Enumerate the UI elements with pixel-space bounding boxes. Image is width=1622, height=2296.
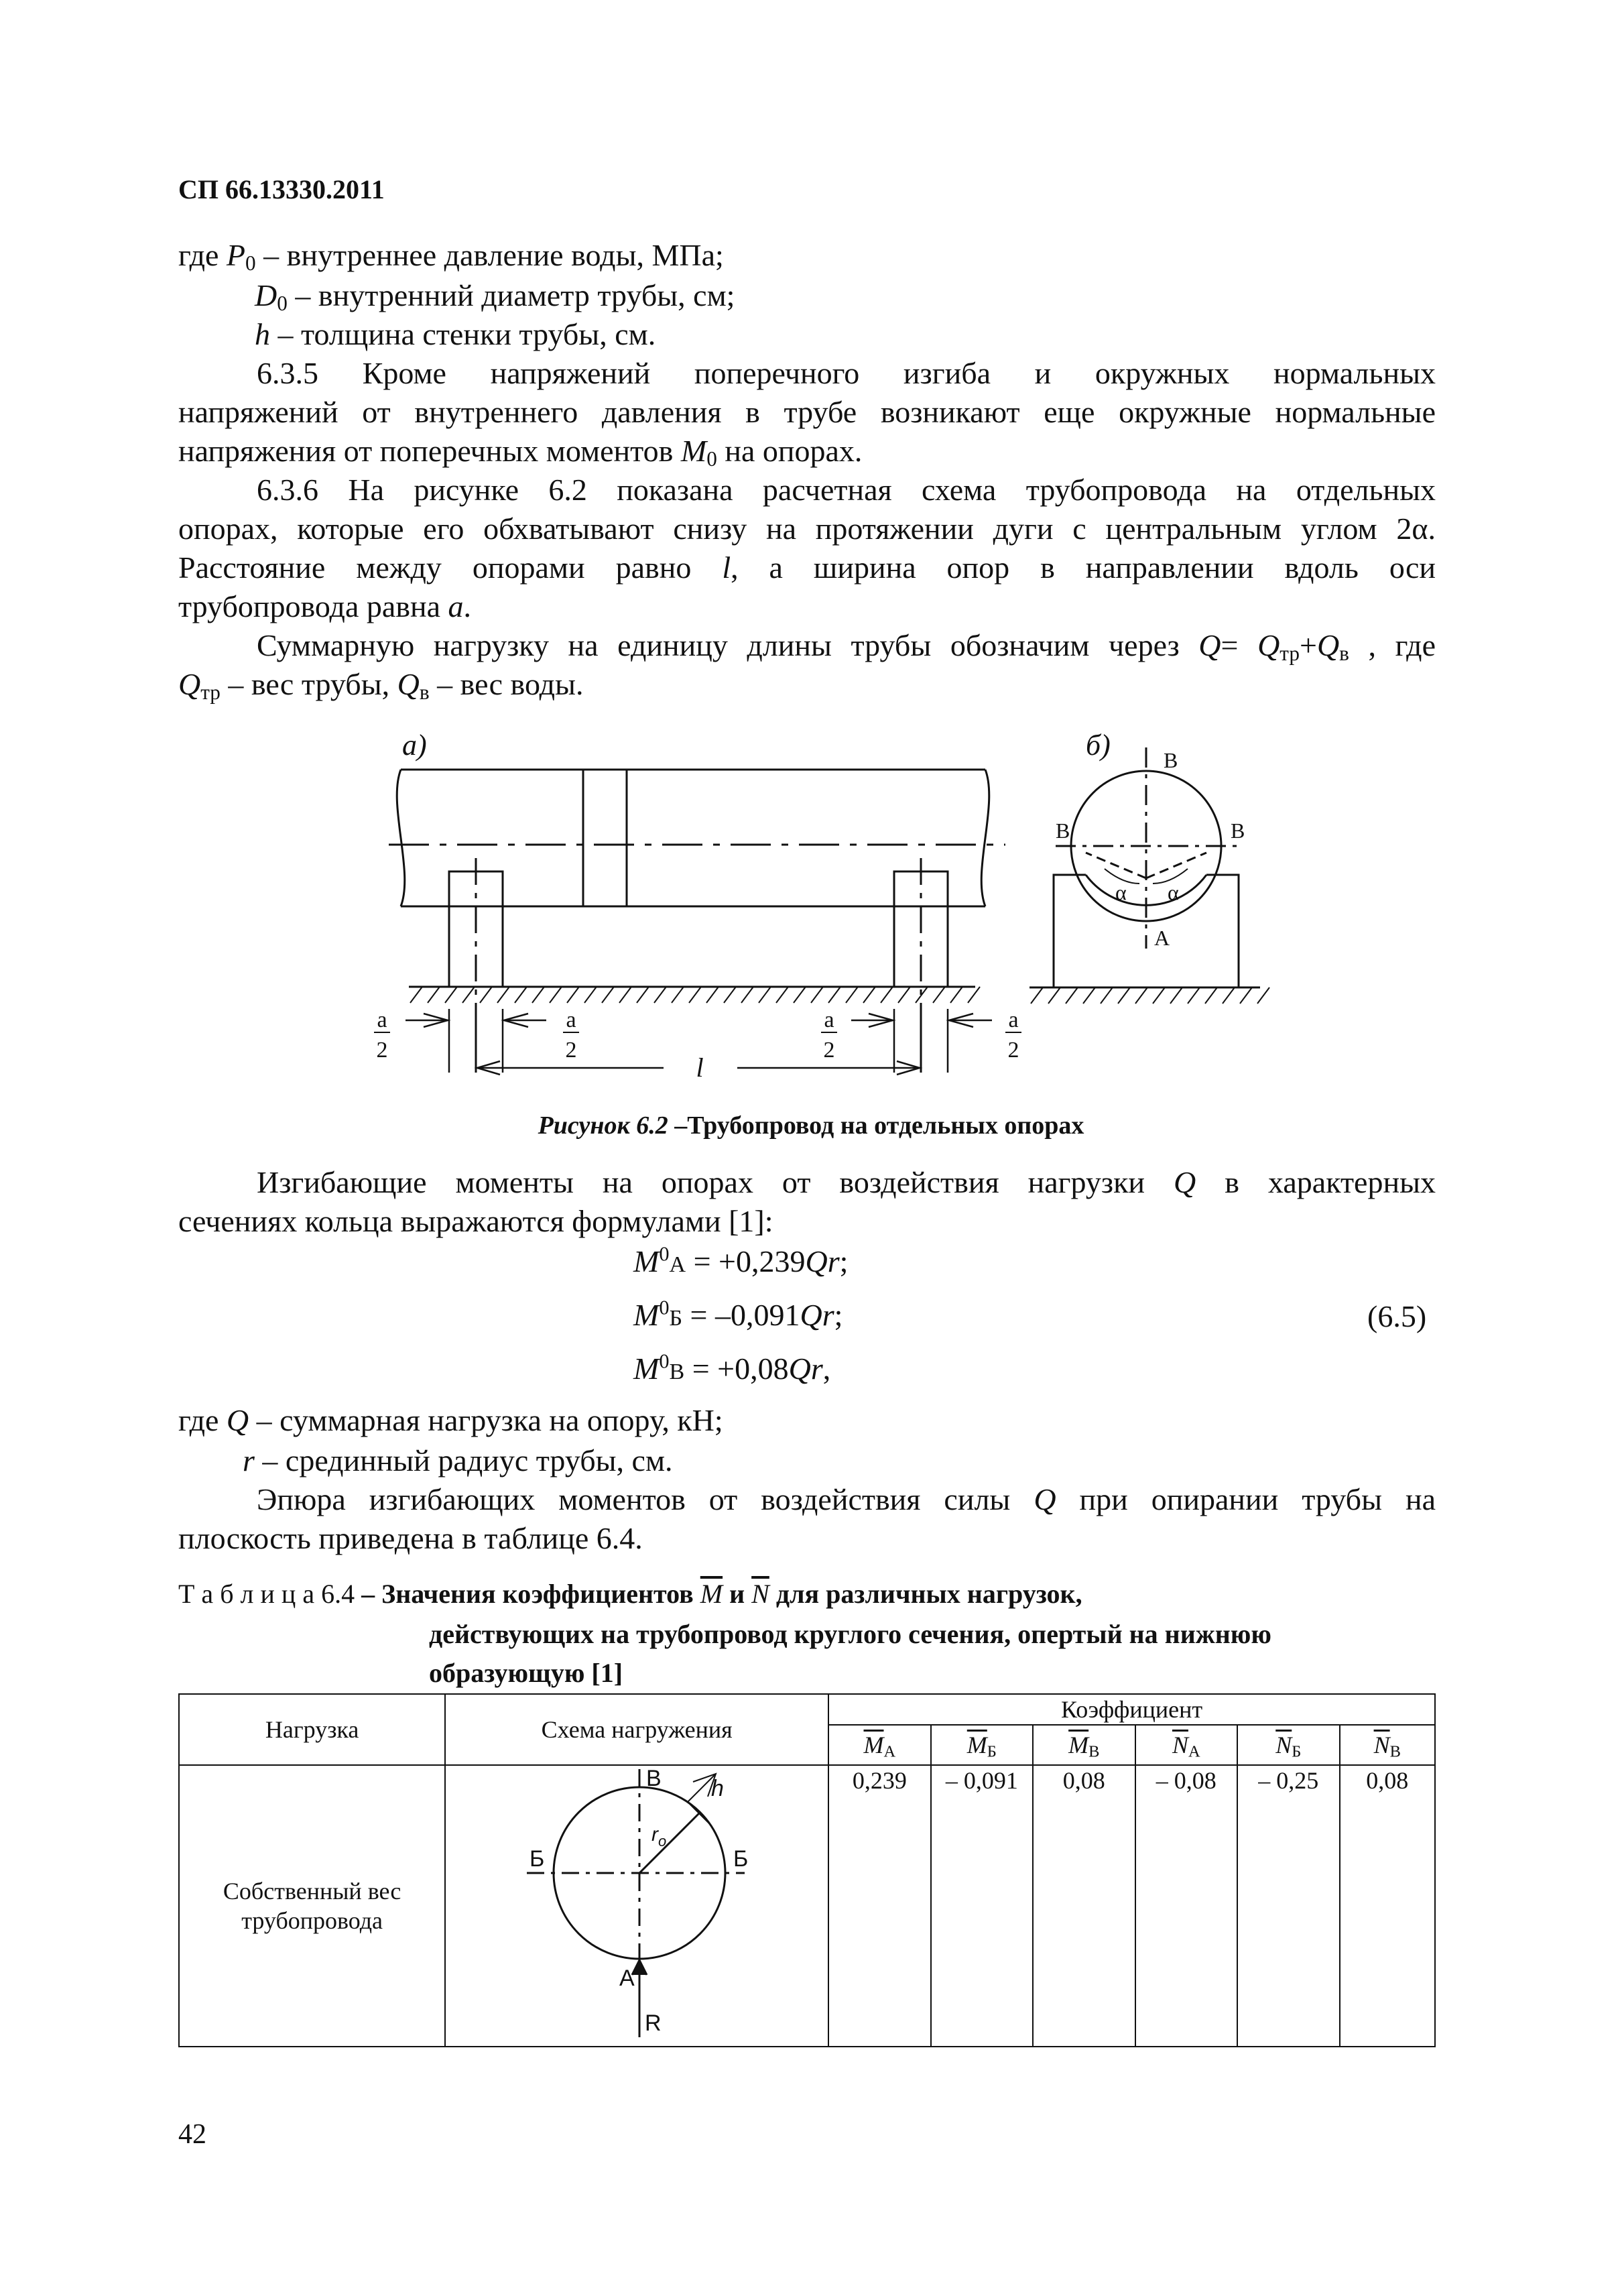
ground-hatch-line xyxy=(428,987,440,1003)
table-title-line3: образующую [1] xyxy=(429,1658,623,1688)
ground-hatch-line xyxy=(1170,987,1182,1004)
ground-hatch-line xyxy=(968,987,980,1003)
paragraph-635-line3: напряжения от поперечных моментов $M_0$ на опорах. xyxy=(178,434,863,471)
paragraph-636-line1: 6.3.6 На рисунке 6.2 показана расчетная схема трубопровода на отдельных xyxy=(257,473,1436,507)
legend-d0: $D_0$ – внутренний диаметр трубы, см; xyxy=(255,278,735,315)
dim-half-num-4: a xyxy=(1008,1008,1019,1032)
ground-hatch-line xyxy=(950,987,962,1003)
ground-hatch-line xyxy=(410,987,422,1003)
ground-hatch-line xyxy=(776,987,788,1003)
formula-mb: $M^0Б = -0,091Qr$; xyxy=(633,1296,843,1332)
paragraph-636-line2: опорах, которые его обхватывают снизу на протяжении дуги с центральным углом 2α. xyxy=(178,511,1436,546)
cell-m-a: 0,239 xyxy=(828,1765,930,2047)
ground-hatch-line xyxy=(619,987,631,1003)
ground-hatch-line xyxy=(933,987,945,1003)
cell-n-a: – 0,08 xyxy=(1135,1765,1237,2047)
ground-hatch-line xyxy=(1031,987,1043,1004)
support-left xyxy=(449,858,503,1073)
ground-hatch-line xyxy=(706,987,719,1003)
point-v-right: В xyxy=(1231,819,1245,843)
ground-hatch-line xyxy=(846,987,858,1003)
dim-half-den-1: 2 xyxy=(376,1038,388,1063)
point-v-top: В xyxy=(1164,748,1178,772)
paragraph-epure-line1: Эпюра изгибающих моментов от воздействия силы Q при опирании трубы на xyxy=(257,1482,1436,1516)
cell-n-v: 0,08 xyxy=(1340,1765,1435,2047)
support-right xyxy=(894,858,948,1073)
paragraph-635-line1: 6.3.5 Кроме напряжений поперечного изгиба и окружных нормальных xyxy=(257,356,1436,390)
ground-hatch-line xyxy=(811,987,823,1003)
ground-hatch-line xyxy=(1101,987,1113,1004)
scheme-thickness-h: h xyxy=(711,1776,725,1801)
scheme-point-b-right: Б xyxy=(733,1846,749,1872)
ground-hatch-line xyxy=(1223,987,1235,1004)
ground-hatch-line xyxy=(672,987,684,1003)
cell-scheme xyxy=(445,1765,828,2047)
pipe-cross-section xyxy=(1030,747,1260,987)
figure-caption: Рисунок 6.2 –Трубопровод на отдельных опорах xyxy=(538,1111,1084,1140)
header-m-v: $\overline{M}_В$ xyxy=(1033,1725,1135,1765)
formula-ma: $M^0А = +0,239Qr$; xyxy=(633,1242,849,1278)
dim-span-l: l xyxy=(696,1052,704,1083)
angle-alpha-left: α xyxy=(1115,880,1127,904)
point-a-bottom: А xyxy=(1154,926,1170,950)
ground-hatch-line xyxy=(1240,987,1252,1004)
dim-half-den-2: 2 xyxy=(565,1038,577,1063)
loading-scheme-diagram xyxy=(446,1766,827,2039)
ground-hatch-line xyxy=(1066,987,1078,1004)
formula-mv: $M^0В = +0,08Qr$, xyxy=(633,1349,831,1386)
header-n-a: $\overline{N}_А$ xyxy=(1135,1725,1237,1765)
scheme-reaction-r: R xyxy=(645,2010,662,2036)
header-m-b: $\overline{M}_Б$ xyxy=(931,1725,1033,1765)
point-v-left: В xyxy=(1056,819,1070,843)
paragraph-636-line4: трубопровода равна a. xyxy=(178,589,472,623)
table-title-line1: Т а б л и ц а 6.4 – Значения коэффициентов $\overline{M}$ и $\overline{N}$ для различных нагрузок, xyxy=(178,1579,1082,1609)
ground-hatch-line xyxy=(637,987,649,1003)
ground-hatch-line xyxy=(724,987,736,1003)
ground-hatch-line xyxy=(1048,987,1060,1004)
scheme-radius-r: $r_о$ xyxy=(651,1823,667,1850)
scheme-point-b-left: Б xyxy=(529,1846,545,1872)
formula-number: (6.5) xyxy=(1367,1299,1427,1333)
legend-h: h – толщина стенки трубы, см. xyxy=(255,317,656,351)
header-n-v: $\overline{N}_В$ xyxy=(1340,1725,1435,1765)
ground-hatch-line xyxy=(1118,987,1130,1004)
pipe-side-view xyxy=(389,770,1005,906)
legend-q: где Q – суммарная нагрузка на опору, кН; xyxy=(178,1403,723,1437)
ground-hatch-line xyxy=(654,987,666,1003)
ground-hatch-line xyxy=(567,987,579,1003)
ground-hatch-line xyxy=(898,987,910,1003)
table-title-line2: действующих на трубопровод круглого сечения, опертый на нижнюю xyxy=(429,1619,1271,1649)
ground-hatch-line xyxy=(828,987,840,1003)
ground-hatch-line xyxy=(759,987,771,1003)
table-6-4 xyxy=(178,1693,1436,2047)
header-n-b: $\overline{N}_Б$ xyxy=(1237,1725,1339,1765)
legend-r: r – срединный радиус трубы, см. xyxy=(243,1443,673,1477)
ground-hatch-line xyxy=(1083,987,1095,1004)
ground-hatch-line xyxy=(462,987,475,1003)
page-number: 42 xyxy=(178,2119,206,2150)
dim-half-den-3: 2 xyxy=(823,1038,835,1063)
paragraph-bending-line1: Изгибающие моменты на опорах от воздействия нагрузки Q в характерных xyxy=(257,1165,1436,1199)
ground-hatch-line xyxy=(863,987,875,1003)
scheme-point-a: А xyxy=(619,1966,635,1991)
figure-label-a: а) xyxy=(402,729,427,762)
ground-hatch-line xyxy=(445,987,457,1003)
ground-hatch-line xyxy=(550,987,562,1003)
ground-hatch-line xyxy=(1205,987,1217,1004)
paragraph-636-line3: Расстояние между опорами равно l, а ширина опор в направлении вдоль оси xyxy=(178,550,1436,585)
figure-label-b: б) xyxy=(1086,729,1111,762)
ground-hatch-line xyxy=(497,987,509,1003)
ground-hatch-line xyxy=(1188,987,1200,1004)
ground-hatch-line xyxy=(480,987,492,1003)
dim-half-num-1: a xyxy=(377,1008,387,1032)
document-code: СП 66.13330.2011 xyxy=(178,174,385,204)
ground-hatch-line xyxy=(741,987,753,1003)
paragraph-635-line2: напряжений от внутреннего давления в трубе возникают еще окружные нормальные xyxy=(178,395,1436,429)
cell-m-v: 0,08 xyxy=(1033,1765,1135,2047)
header-scheme: Схема нагружения xyxy=(445,1694,828,1765)
ground-hatch-line xyxy=(881,987,893,1003)
header-coefficient: Коэффициент xyxy=(828,1694,1435,1725)
header-load: Нагрузка xyxy=(179,1694,445,1765)
ground-a-hatch xyxy=(410,987,980,1003)
dim-half-num-3: a xyxy=(824,1008,834,1032)
ground-hatch-line xyxy=(689,987,701,1003)
scheme-point-v: В xyxy=(646,1766,662,1791)
cell-n-b: – 0,25 xyxy=(1237,1765,1339,2047)
legend-p0: где $P_0$ – внутреннее давление воды, МПа; xyxy=(178,238,724,275)
table-row xyxy=(179,1765,1435,2047)
paragraph-bending-line2: сечениях кольца выражаются формулами [1]: xyxy=(178,1204,773,1238)
ground-hatch-line xyxy=(1135,987,1147,1004)
dim-half-num-2: a xyxy=(566,1008,576,1032)
ground-hatch-line xyxy=(916,987,928,1003)
angle-alpha-right: α xyxy=(1168,880,1179,904)
ground-hatch-line xyxy=(1153,987,1165,1004)
paragraph-epure-line2: плоскость приведена в таблице 6.4. xyxy=(178,1521,643,1555)
ground-hatch-line xyxy=(584,987,597,1003)
paragraph-load-line2: $Q_{тр}$ – вес трубы, $Q_в$ – вес воды. xyxy=(178,667,584,704)
ground-hatch-line xyxy=(532,987,544,1003)
ground-hatch-line xyxy=(602,987,614,1003)
cell-m-b: – 0,091 xyxy=(931,1765,1033,2047)
dim-half-den-4: 2 xyxy=(1007,1038,1019,1063)
ground-hatch-line xyxy=(794,987,806,1003)
cell-load: Собственный вес трубопровода xyxy=(179,1765,445,2047)
ground-hatch-line xyxy=(515,987,527,1003)
header-m-a: $\overline{M}_А$ xyxy=(828,1725,930,1765)
ground-hatch-line xyxy=(1257,987,1269,1004)
paragraph-load-line1: Суммарную нагрузку на единицу длины трубы обозначим через $Q= Q_{тр}+Q_в$ , где xyxy=(257,628,1436,665)
